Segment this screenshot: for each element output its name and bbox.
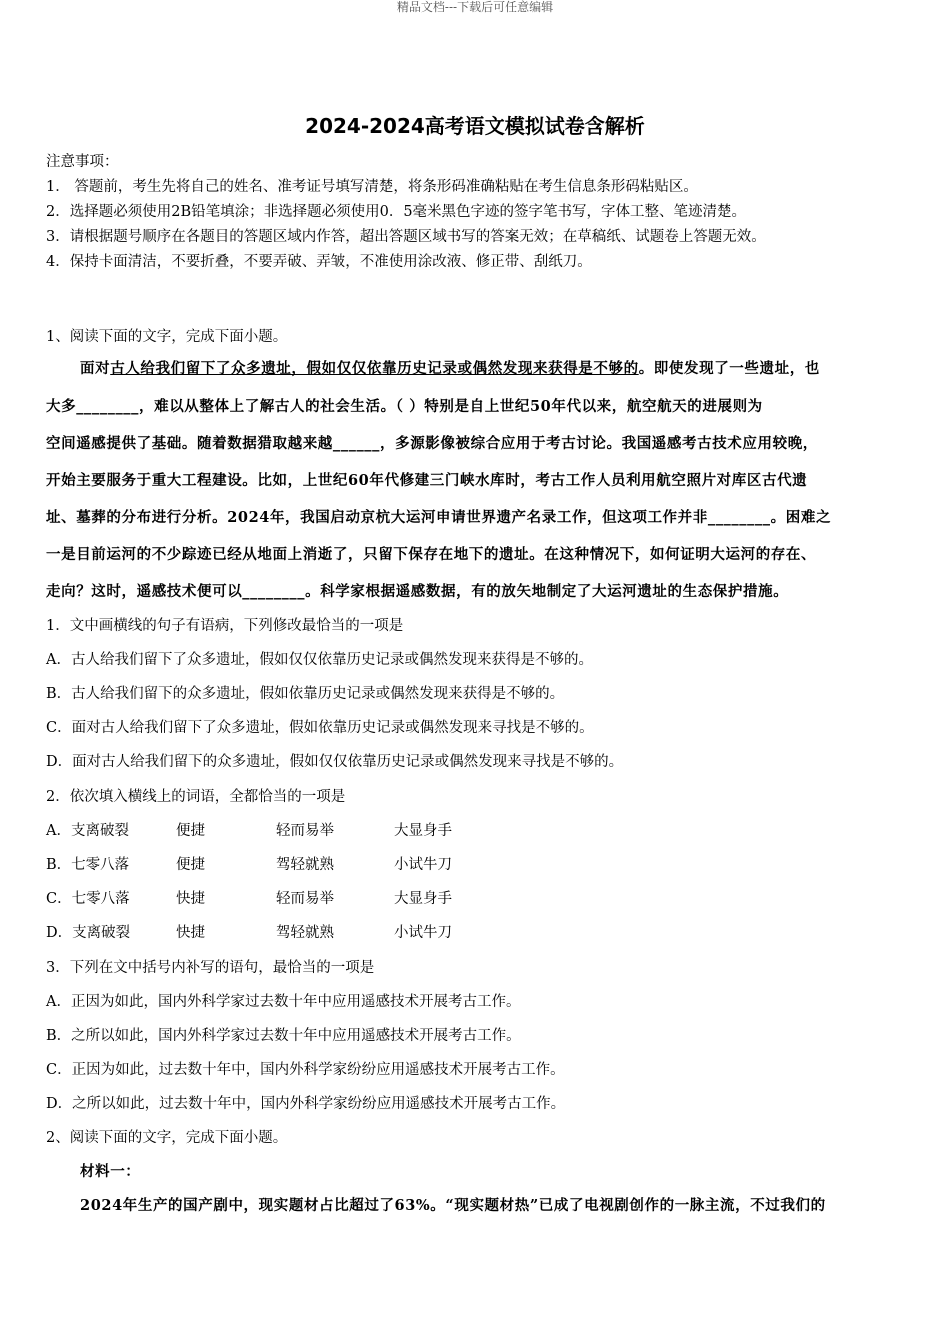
option-word: 大显身手 [394, 823, 452, 839]
option-word: D．支离破裂 [46, 925, 131, 941]
option-word: 快捷 [176, 891, 205, 907]
section1-heading: 1、阅读下面的文字，完成下面小题。 [46, 329, 288, 345]
option-word: 便捷 [176, 857, 205, 873]
question-stem: 1．文中画横线的句子有语病，下列修改最恰当的一项是 [46, 618, 404, 634]
passage-line: 一是目前运河的不少踪迹已经从地面上消逝了，只留下保存在地下的遗址。在这种情况下，如何证明大运河的存在、 [46, 546, 817, 563]
answer-option: B．古人给我们留下的众多遗址，假如依靠历史记录或偶然发现来获得是不够的。 [46, 686, 565, 702]
notice-item: 2．选择题必须使用2B铅笔填涂；非选择题必须使用0．5毫米黑色字迹的签字笔书写，字体工整、笔迹清楚。 [46, 204, 747, 220]
underlined-sentence: 古人给我们留下了众多遗址，假如仅仅依靠历史记录或偶然发现来获得是不够的 [110, 360, 639, 377]
option-word: 小试牛刀 [394, 925, 452, 941]
answer-option: A．古人给我们留下了众多遗址，假如仅仅依靠历史记录或偶然发现来获得是不够的。 [46, 652, 593, 668]
option-word: C．七零八落 [46, 891, 130, 907]
answer-option: B．之所以如此，国内外科学家过去数十年中应用遥感技术开展考古工作。 [46, 1028, 521, 1044]
page-header: 精品文档---下载后可任意编辑 [396, 0, 554, 14]
option-word: 大显身手 [394, 891, 452, 907]
option-word: B．七零八落 [46, 857, 130, 873]
answer-option: C．正因为如此，过去数十年中，国内外科学家纷纷应用遥感技术开展考古工作。 [46, 1062, 565, 1078]
passage-line: 空间遥感提供了基础。随着数据猎取越来越______，多源影像被综合应用于考古讨论。我国遥感考古技术应用较晚， [46, 435, 818, 452]
notice-heading: 注意事项： [46, 154, 119, 170]
answer-option: D．面对古人给我们留下的众多遗址，假如仅仅依靠历史记录或偶然发现来寻找是不够的。 [46, 754, 624, 770]
passage-line: 大多________，难以从整体上了解古人的社会生活。（ ）特别是自上世纪50年代以来，航空航天的进展则为 [46, 398, 763, 415]
question-stem: 2．依次填入横线上的词语，全都恰当的一项是 [46, 789, 346, 805]
answer-option: D．之所以如此，过去数十年中，国内外科学家纷纷应用遥感技术开展考古工作。 [46, 1096, 566, 1112]
option-word: A．支离破裂 [46, 823, 129, 839]
answer-option [46, 923, 452, 943]
passage-line: 址、墓葬的分布进行分析。2024年，我国启动京杭大运河申请世界遗产名录工作，但这项工作并非________。困难之 [46, 509, 832, 526]
page-title: 2024-2024高考语文模拟试卷含解析 [305, 114, 645, 138]
passage-text: 面对 [80, 360, 111, 377]
passage-line-1 [80, 359, 904, 379]
option-word: 快捷 [176, 925, 205, 941]
passage-text: 。即使发现了一些遗址，也 [638, 360, 820, 377]
option-word: 小试牛刀 [394, 857, 452, 873]
notice-item: 4．保持卡面清洁，不要折叠，不要弄破、弄皱，不准使用涂改液、修正带、刮纸刀。 [46, 254, 592, 270]
question-stem: 3．下列在文中括号内补写的语句，最恰当的一项是 [46, 960, 375, 976]
passage-line: 走向？这时，遥感技术便可以________。科学家根据遥感数据，有的放矢地制定了大运河遗址的生态保护措施。 [46, 583, 789, 600]
passage-line: 2024年生产的国产剧中，现实题材占比超过了63%。“现实题材热”已成了电视剧创作的一脉主流，不过我们的 [80, 1197, 826, 1214]
material-label: 材料一： [80, 1163, 141, 1180]
answer-option [46, 889, 452, 909]
option-word: 轻而易举 [276, 823, 334, 839]
notice-item: 1． 答题前，考生先将自己的姓名、准考证号填写清楚，将条形码准确粘贴在考生信息条形码粘贴区。 [46, 179, 698, 195]
option-word: 驾轻就熟 [276, 857, 334, 873]
answer-option [46, 855, 452, 875]
option-word: 轻而易举 [276, 891, 334, 907]
notice-item: 3．请根据题号顺序在各题目的答题区域内作答，超出答题区域书写的答案无效；在草稿纸、试题卷上答题无效。 [46, 229, 766, 245]
option-word: 驾轻就熟 [276, 925, 334, 941]
option-word: 便捷 [176, 823, 205, 839]
answer-option: C．面对古人给我们留下了众多遗址，假如依靠历史记录或偶然发现来寻找是不够的。 [46, 720, 594, 736]
answer-option [46, 821, 452, 841]
answer-option: A．正因为如此，国内外科学家过去数十年中应用遥感技术开展考古工作。 [46, 994, 521, 1010]
passage-line: 开始主要服务于重大工程建设。比如，上世纪60年代修建三门峡水库时，考古工作人员利用航空照片对库区古代遗 [46, 472, 808, 489]
section2-heading: 2、阅读下面的文字，完成下面小题。 [46, 1130, 288, 1146]
